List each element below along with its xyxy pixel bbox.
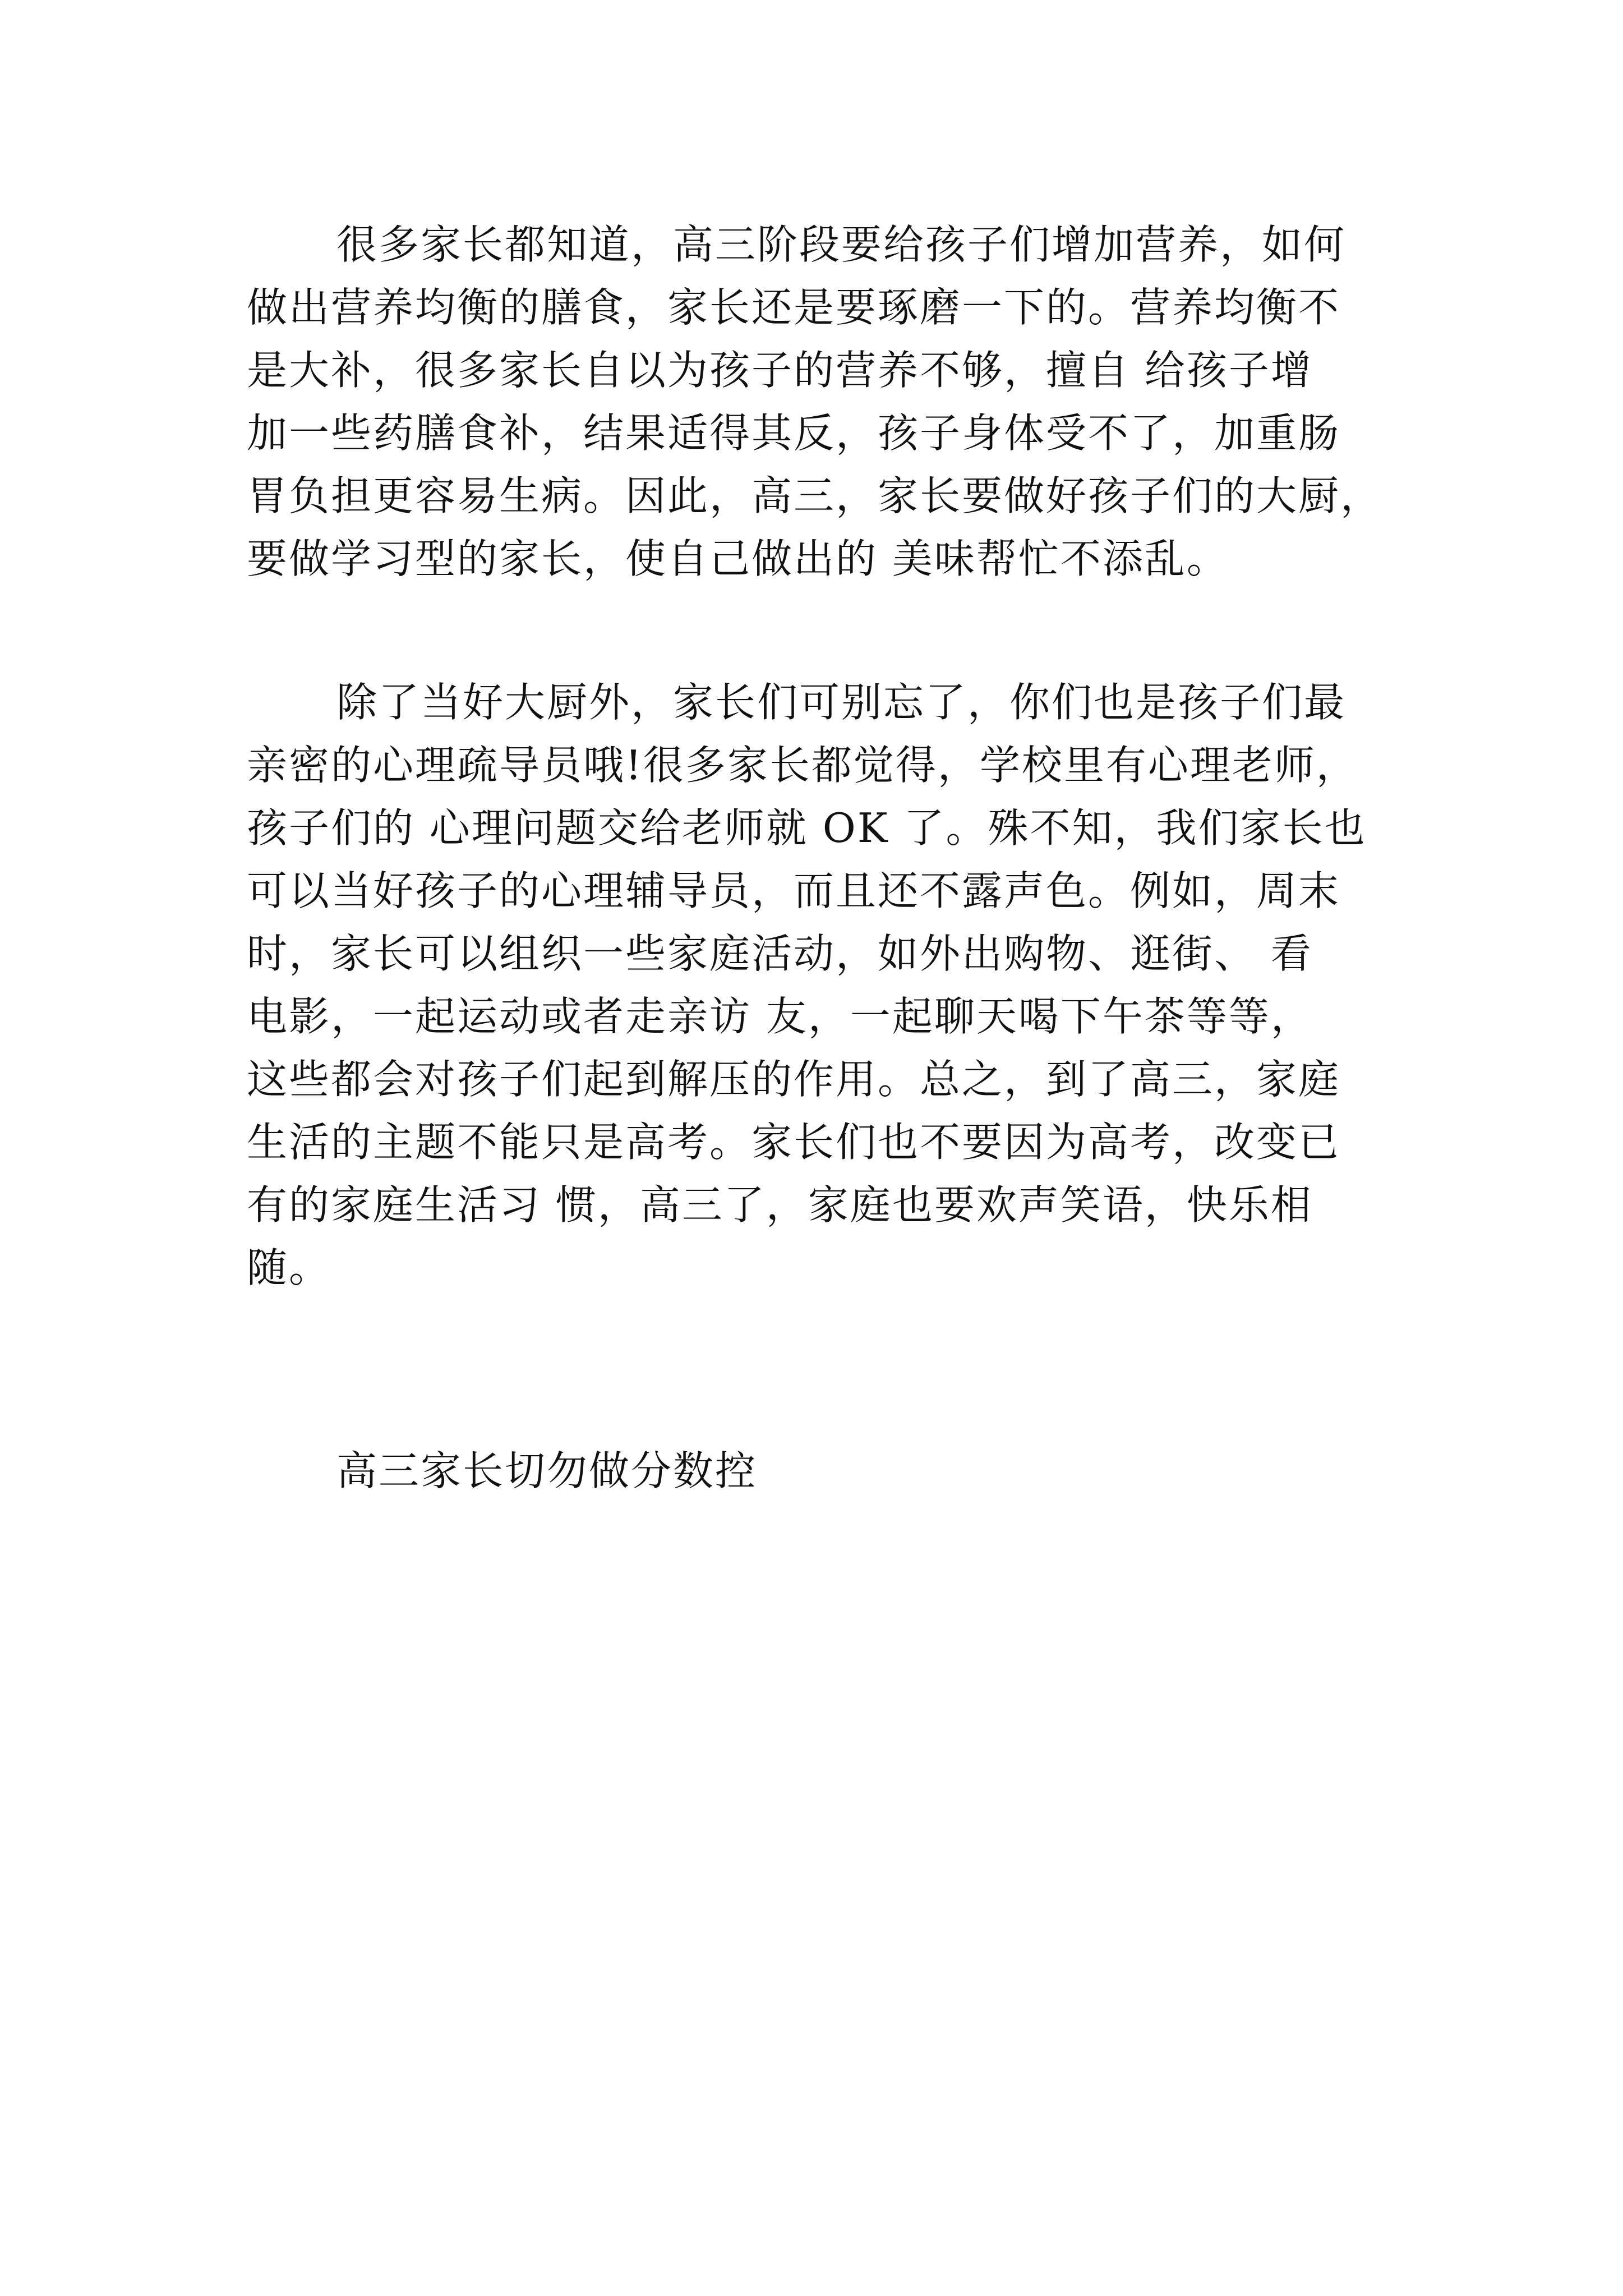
paragraph-nutrition (247, 213, 1391, 590)
paragraph-line: 除了当好大厨外，家长们可别忘了，你们也是孩子们最 (336, 679, 1347, 726)
paragraph-line: 电影，一起运动或者走亲访 友，一起聊天喝下午茶等等， (247, 993, 1313, 1040)
section-heading-text: 高三家长切勿做分数控 (336, 1447, 758, 1494)
section-heading (247, 1439, 1391, 1502)
paragraph-line: 胃负担更容易生病。因此，高三，家长要做好孩子们的大厨， (247, 472, 1383, 519)
paragraph-psychology (247, 671, 1391, 1299)
paragraph-line: 加一些药膳食补，结果适得其反，孩子身体受不了，加重肠 (247, 409, 1341, 457)
paragraph-line: 随。 (247, 1244, 331, 1291)
paragraph-line: 要做学习型的家长，使自己做出的 美味帮忙不添乱。 (247, 535, 1229, 582)
paragraph-line: 生活的主题不能只是高考。家长们也不要因为高考，改变已 (247, 1119, 1341, 1166)
paragraph-line: 有的家庭生活习 惯，高三了，家庭也要欢声笑语，快乐相 (247, 1181, 1313, 1228)
paragraph-line: 做出营养均衡的膳食，家长还是要琢磨一下的。营养均衡不 (247, 284, 1341, 331)
paragraph-line: 很多家长都知道，高三阶段要给孩子们增加营养，如何 (336, 221, 1347, 268)
paragraph-line: 这些都会对孩子们起到解压的作用。总之，到了高三，家庭 (247, 1056, 1341, 1103)
paragraph-line: 亲密的心理疏导员哦!很多家长都觉得，学校里有心理老师， (247, 742, 1358, 789)
paragraph-line: 孩子们的 心理问题交给老师就 OK 了。殊不知，我们家长也 (247, 804, 1367, 852)
paragraph-line: 时，家长可以组织一些家庭活动，如外出购物、逛街、 看 (247, 930, 1313, 977)
paragraph-line: 可以当好孩子的心理辅导员，而且还不露声色。例如，周末 (247, 867, 1341, 914)
paragraph-line: 是大补，很多家长自以为孩子的营养不够，擅自 给孩子增 (247, 347, 1313, 394)
